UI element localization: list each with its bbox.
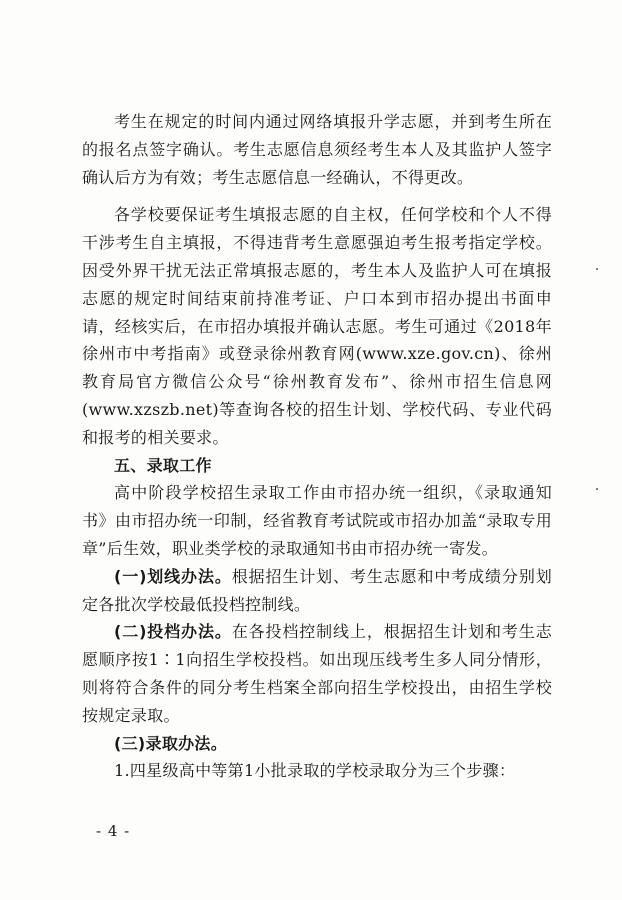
admission-method-label: (三)录取办法。 (114, 733, 228, 753)
paragraph-admission-organization: 高中阶段学校招生录取工作由市招办统一组织，《录取通知书》由市招办统一印制，经省教育考试院或市招办加盖“录取专用章”后生效，职业类学校的录取通知书由市招办统一寄发。 (82, 483, 552, 558)
paragraph-admission-method (82, 730, 552, 758)
paragraph-volunteer-autonomy: 各学校要保证考生填报志愿的自主权，任何学校和个人不得干涉考生自主填报，不得违背考生意愿强迫考生报考指定学校。因受外界干扰无法正常填报志愿的，考生本人及监护人可在填报志愿的规定时间结束前持准考证、户口本到市招办提出书面申请，经核实后，在市招办填报并确认志愿。考生可通过《2018年徐州市中考指南》或登录徐州教育网(www.xze.gov.cn)、徐州教育局官方微信公众号“徐州教育发布”、徐州市招生信息网(www.xzszb.net)等查询各校的招生计划、学校代码、专业代码和报考的相关要求。 (82, 205, 552, 447)
section-heading-admission: 五、录取工作 (114, 455, 212, 475)
page-number: - 4 - (96, 822, 131, 840)
scan-speck (596, 488, 598, 490)
filing-method-text: 在各投档控制线上，根据招生计划和考生志愿顺序按1∶1向招生学校投档。如出现压线考生多人同分情形，则将符合条件的同分考生档案全部向招生学校投出，由招生学校按规定录取。 (82, 622, 553, 725)
paragraph-filing-method (82, 618, 552, 729)
paragraph-cutoff-method (82, 563, 552, 619)
cutoff-method-label: (一)划线办法。 (114, 566, 232, 586)
filing-method-label: (二)投档办法。 (114, 622, 232, 642)
scan-speck (596, 268, 598, 270)
paragraph-volunteer-confirmation: 考生在规定的时间内通过网络填报升学志愿，并到考生所在的报名点签字确认。考生志愿信息须经考生本人及其监护人签字确认后方为有效；考生志愿信息一经确认，不得更改。 (82, 112, 552, 187)
cutoff-method-text: 根据招生计划、考生志愿和中考成绩分别划定各批次学校最低投档控制线。 (82, 566, 553, 614)
document-body (82, 108, 552, 785)
paragraph-first-batch-steps: 1.四星级高中等第1小批录取的学校录取分为三个步骤： (114, 761, 516, 781)
